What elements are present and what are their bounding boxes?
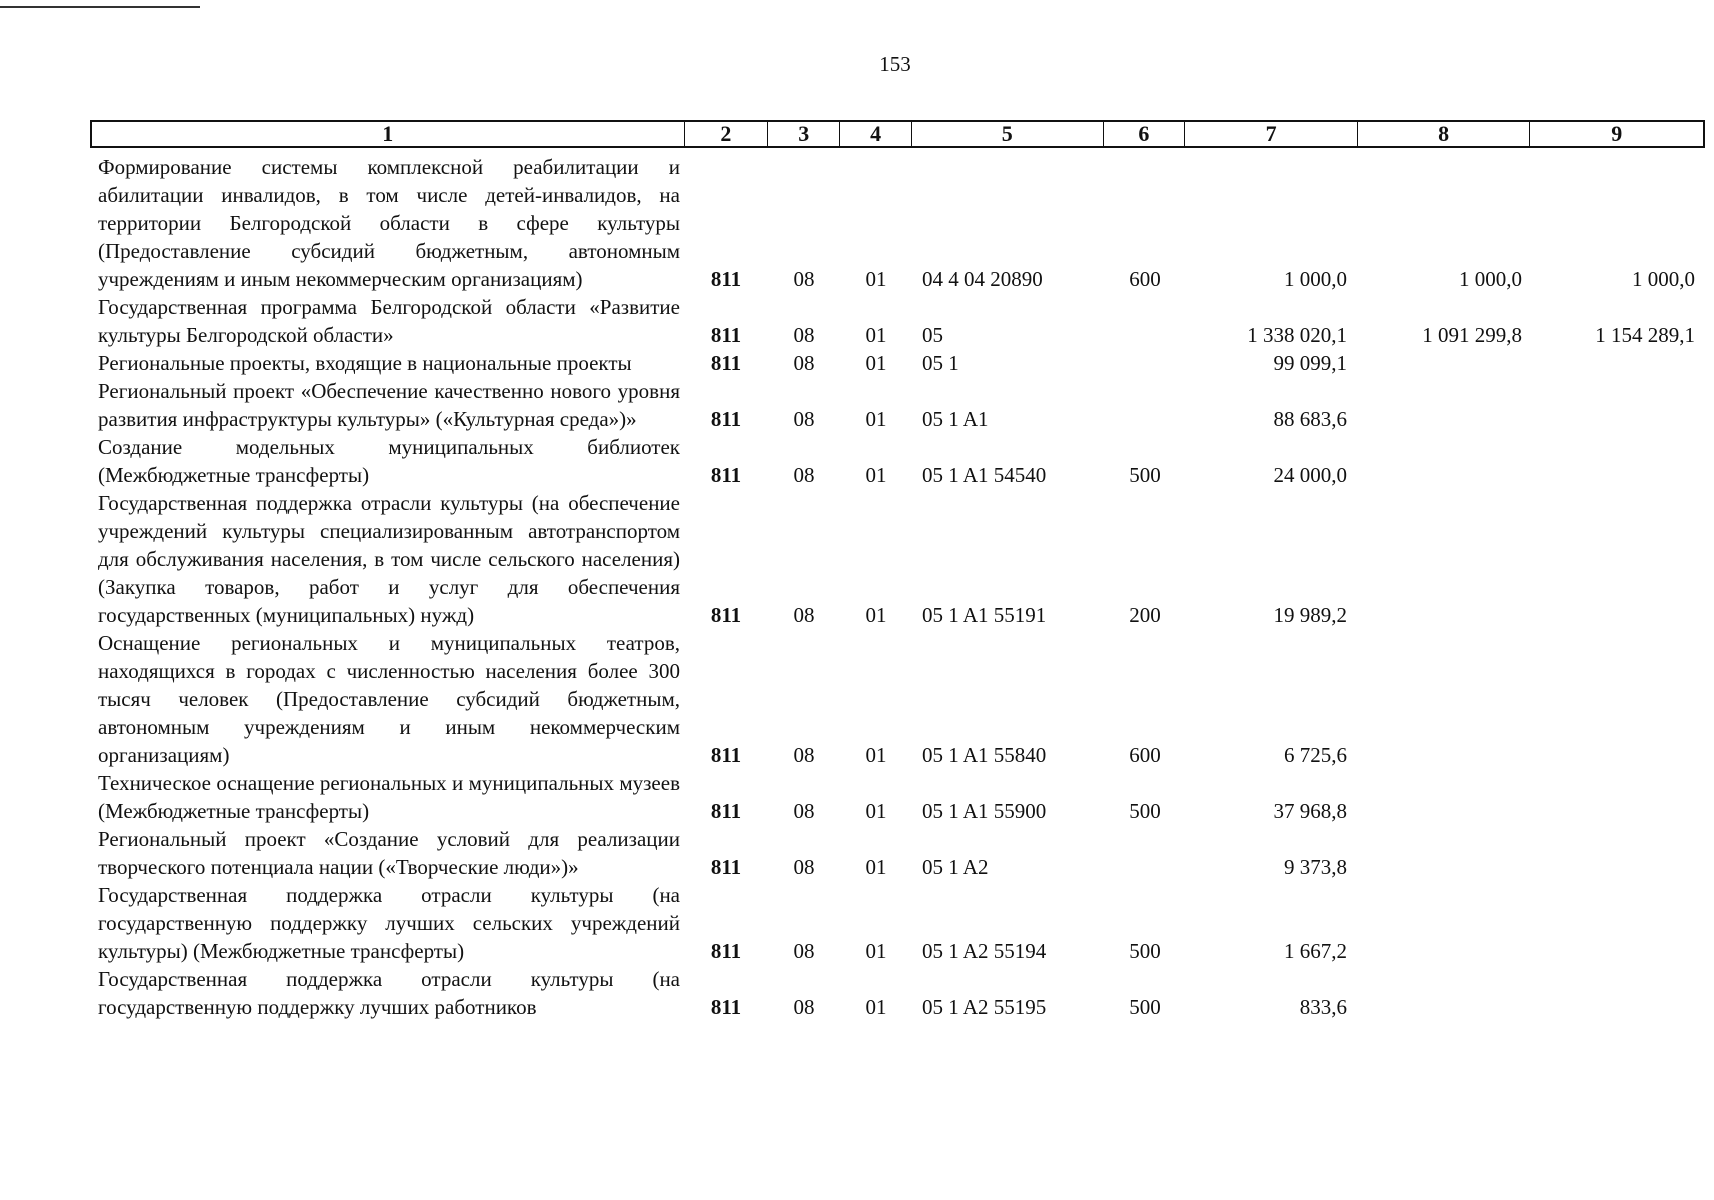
row-col-5: 05 1 A1 55900: [922, 799, 1047, 823]
header-col-6: 6: [1104, 122, 1186, 146]
row-col-9: 1 000,0: [1632, 267, 1695, 291]
row-col-8: 1 091 299,8: [1422, 323, 1522, 347]
table-row: [90, 349, 1705, 377]
row-name: Государственная поддержка отрасли культуры (на обеспечение учреждений культуры специализированным автотранспортом для обслуживания населения, в том числе сельского населения) (Закупка товаров, работ и услуг для обеспечения государственных (муниципальных) нужд): [98, 491, 680, 627]
table-row: [90, 769, 1705, 825]
row-name: Региональный проект «Создание условий для реализации творческого потенциала нации («Творческие люди»)»: [98, 827, 680, 879]
row-col-4: 01: [865, 323, 887, 347]
row-col-5: 05 1 A2 55195: [922, 995, 1047, 1019]
table-row: [90, 153, 1705, 293]
header-col-9: 9: [1611, 121, 1623, 146]
row-name: Региональный проект «Обеспечение качественно нового уровня развития инфраструктуры культуры» («Культурная среда»)»: [98, 379, 680, 431]
row-col-4: 01: [865, 463, 887, 487]
table-row: [90, 825, 1705, 881]
row-col-6: 500: [1129, 463, 1161, 487]
row-name: Региональные проекты, входящие в национальные проекты: [98, 351, 632, 375]
header-col-8: 8: [1358, 122, 1531, 146]
row-col-3: 08: [793, 407, 815, 431]
row-col-4: 01: [865, 939, 887, 963]
row-col-7: 37 968,8: [1273, 799, 1347, 823]
row-col-2: 811: [710, 463, 742, 487]
row-col-3: 08: [793, 855, 815, 879]
row-col-6: 500: [1129, 939, 1161, 963]
row-col-5: 05 1 A1: [922, 407, 989, 431]
row-col-5: 05 1 A1 55191: [922, 603, 1047, 627]
row-col-7: 6 725,6: [1284, 743, 1347, 767]
row-col-7: 9 373,8: [1284, 855, 1347, 879]
row-col-4: 01: [865, 351, 887, 375]
table-row: [90, 629, 1705, 769]
row-col-2: 811: [710, 407, 742, 431]
header-col-2: 2: [685, 122, 769, 146]
row-col-3: 08: [793, 995, 815, 1019]
row-col-7: 1 338 020,1: [1247, 323, 1347, 347]
row-col-7: 1 000,0: [1284, 267, 1347, 291]
row-name: Формирование системы комплексной реабилитации и абилитации инвалидов, в том числе детей-инвалидов, на территории Белгородской области в сфере культуры (Предоставление субсидий бюджетным, автономным учреждениям и иным некоммерческим организациям): [98, 155, 680, 291]
table-row: [90, 489, 1705, 629]
row-name: Государственная программа Белгородской области «Развитие культуры Белгородской области»: [98, 295, 680, 347]
header-col-1: 1: [92, 122, 685, 146]
row-col-6: 500: [1129, 799, 1161, 823]
row-col-5: 05 1 A2: [922, 855, 989, 879]
row-name: Государственная поддержка отрасли культуры (на государственную поддержку лучших работников: [98, 967, 680, 1019]
row-col-4: 01: [865, 799, 887, 823]
header-col-5: 5: [912, 122, 1104, 146]
row-col-5: 05 1 A1 55840: [922, 743, 1047, 767]
header-col-3: 3: [768, 122, 840, 146]
row-col-2: 811: [710, 855, 742, 879]
row-col-5: 05 1 A2 55194: [922, 939, 1047, 963]
row-col-3: 08: [793, 939, 815, 963]
row-col-2: 811: [710, 267, 742, 291]
row-name: Техническое оснащение региональных и муниципальных музеев (Межбюджетные трансферты): [98, 771, 680, 823]
row-col-6: 500: [1129, 995, 1161, 1019]
row-col-2: 811: [710, 743, 742, 767]
row-col-8: 1 000,0: [1459, 267, 1522, 291]
row-col-7: 88 683,6: [1273, 407, 1347, 431]
row-col-3: 08: [793, 799, 815, 823]
row-name: Государственная поддержка отрасли культуры (на государственную поддержку лучших сельских учреждений культуры) (Межбюджетные трансферты): [98, 883, 680, 963]
row-col-6: 600: [1129, 267, 1161, 291]
header-col-7: 7: [1185, 122, 1358, 146]
row-col-3: 08: [793, 267, 815, 291]
row-col-5: 05: [922, 323, 943, 347]
row-col-7: 99 099,1: [1273, 351, 1347, 375]
row-col-2: 811: [710, 799, 742, 823]
row-col-2: 811: [710, 995, 742, 1019]
row-col-4: 01: [865, 855, 887, 879]
row-col-4: 01: [865, 407, 887, 431]
row-col-7: 19 989,2: [1273, 603, 1347, 627]
table-row: [90, 965, 1705, 1021]
row-col-4: 01: [865, 743, 887, 767]
table-body: [90, 153, 1705, 1021]
row-col-3: 08: [793, 603, 815, 627]
row-col-2: 811: [710, 939, 742, 963]
scan-edge-line: [0, 6, 200, 8]
header-col-4: 4: [840, 122, 912, 146]
table-row: [90, 433, 1705, 489]
row-col-3: 08: [793, 463, 815, 487]
row-col-2: 811: [710, 323, 742, 347]
row-col-5: 05 1 A1 54540: [922, 463, 1047, 487]
table-row: [90, 881, 1705, 965]
row-col-7: 24 000,0: [1273, 463, 1347, 487]
row-col-3: 08: [793, 743, 815, 767]
row-col-3: 08: [793, 323, 815, 347]
row-col-4: 01: [865, 267, 887, 291]
table-header: [90, 120, 1705, 148]
table-row: [90, 293, 1705, 349]
row-col-6: 200: [1129, 603, 1161, 627]
table-row: [90, 377, 1705, 433]
row-name: Создание модельных муниципальных библиотек (Межбюджетные трансферты): [98, 435, 680, 487]
row-col-4: 01: [865, 603, 887, 627]
row-col-2: 811: [710, 603, 742, 627]
row-col-3: 08: [793, 351, 815, 375]
row-col-5: 05 1: [922, 351, 959, 375]
row-col-2: 811: [710, 351, 742, 375]
row-name: Оснащение региональных и муниципальных театров, находящихся в городах с численностью населения более 300 тысяч человек (Предоставление субсидий бюджетным, автономным учреждениям и иным некоммерческим организациям): [98, 631, 680, 767]
page-number: 153: [879, 52, 911, 76]
row-col-9: 1 154 289,1: [1595, 323, 1695, 347]
row-col-5: 04 4 04 20890: [922, 267, 1043, 291]
row-col-6: 600: [1129, 743, 1161, 767]
row-col-7: 1 667,2: [1284, 939, 1347, 963]
row-col-4: 01: [865, 995, 887, 1019]
row-col-7: 833,6: [1299, 995, 1347, 1019]
